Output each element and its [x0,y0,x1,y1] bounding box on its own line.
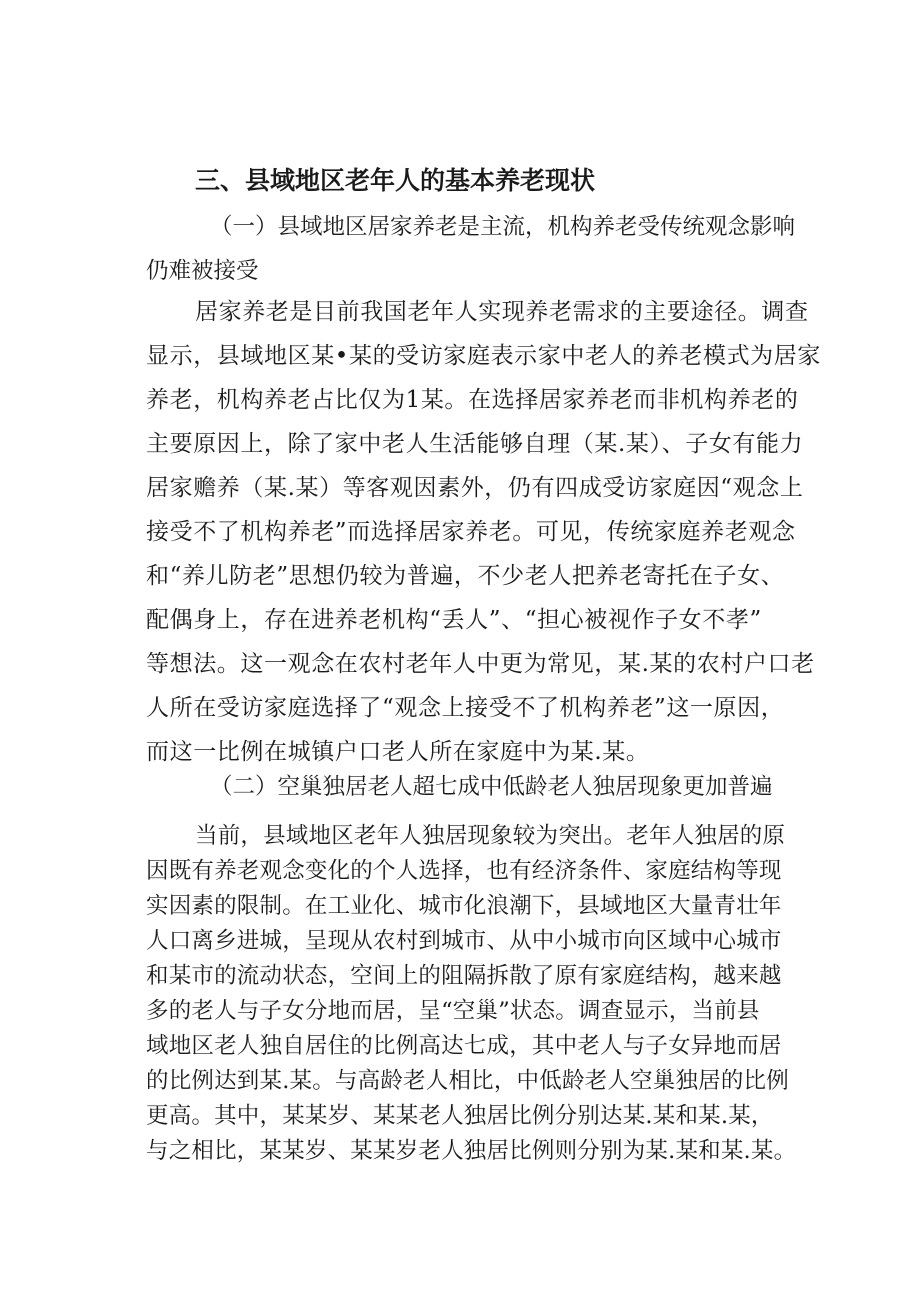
subsection-2-title: （二）空巢独居老人超七成中低龄老人独居现象更加普遍 [210,774,773,800]
paragraph-1-line: 养老，机构养老占比仅为1某。在选择居家养老而非机构养老的 [146,387,799,413]
paragraph-2-line: 因既有养老观念变化的个人选择，也有经济条件、家庭结构等现 [146,858,782,884]
paragraph-2-line: 更高。其中，某某岁、某某老人独居比例分别达某.某和某.某， [146,1103,774,1129]
paragraph-1-line: 而这一比例在城镇户口老人所在家庭中为某.某。 [146,739,650,765]
paragraph-1-line: 等想法。这一观念在农村老年人中更为常见，某.某的农村户口老 [146,651,815,677]
paragraph-1-line: 配偶身上，存在进养老机构“丢人”、“担心被视作子女不孝” [146,607,762,633]
paragraph-1-line: 人所在受访家庭选择了“观念上接受不了机构养老”这一原因， [146,695,785,721]
subsection-1-title-line-2: 仍难被接受 [146,258,259,284]
paragraph-2-line: 人口离乡进城，呈现从农村到城市、从中小城市向区域中心城市 [146,928,782,954]
paragraph-2-line: 实因素的限制。在工业化、城市化浪潮下，县域地区大量青壮年 [146,893,782,919]
paragraph-1-line: 居家赡养（某.某）等客观因素外，仍有四成受访家庭因“观念上 [146,475,804,501]
paragraph-1-line: 主要原因上，除了家中老人生活能够自理（某.某）、子女有能力 [146,431,804,457]
section-heading: 三、县域地区老年人的基本养老现状 [195,166,596,195]
paragraph-1-line: 和“养儿防老”思想仍较为普遍，不少老人把养老寄托在子女、 [146,563,785,589]
paragraph-2-line: 的比例达到某.某。与高龄老人相比，中低龄老人空巢独居的比例 [146,1068,789,1094]
paragraph-1-line: 接受不了机构养老”而选择居家养老。可见，传统家庭养老观念 [146,519,796,545]
paragraph-2-line: 多的老人与子女分地而居，呈“空巢”状态。调查显示，当前县 [146,998,760,1024]
paragraph-2-line: 和某市的流动状态，空间上的阻隔拆散了原有家庭结构，越来越 [146,963,782,989]
paragraph-2-line: 域地区老人独自居住的比例高达七成，其中老人与子女异地而居 [146,1033,782,1059]
subsection-1-title-line-1: （一）县域地区居家养老是主流，机构养老受传统观念影响 [210,214,796,240]
paragraph-1-line: 显示，县域地区某•某的受访家庭表示家中老人的养老模式为居家 [146,343,821,369]
paragraph-2-line: 与之相比，某某岁、某某岁老人独居比例则分别为某.某和某.某。 [146,1138,797,1164]
paragraph-1-line: 居家养老是目前我国老年人实现养老需求的主要途径。调查 [195,299,809,325]
paragraph-2-line: 当前，县域地区老年人独居现象较为突出。老年人独居的原 [195,823,786,849]
